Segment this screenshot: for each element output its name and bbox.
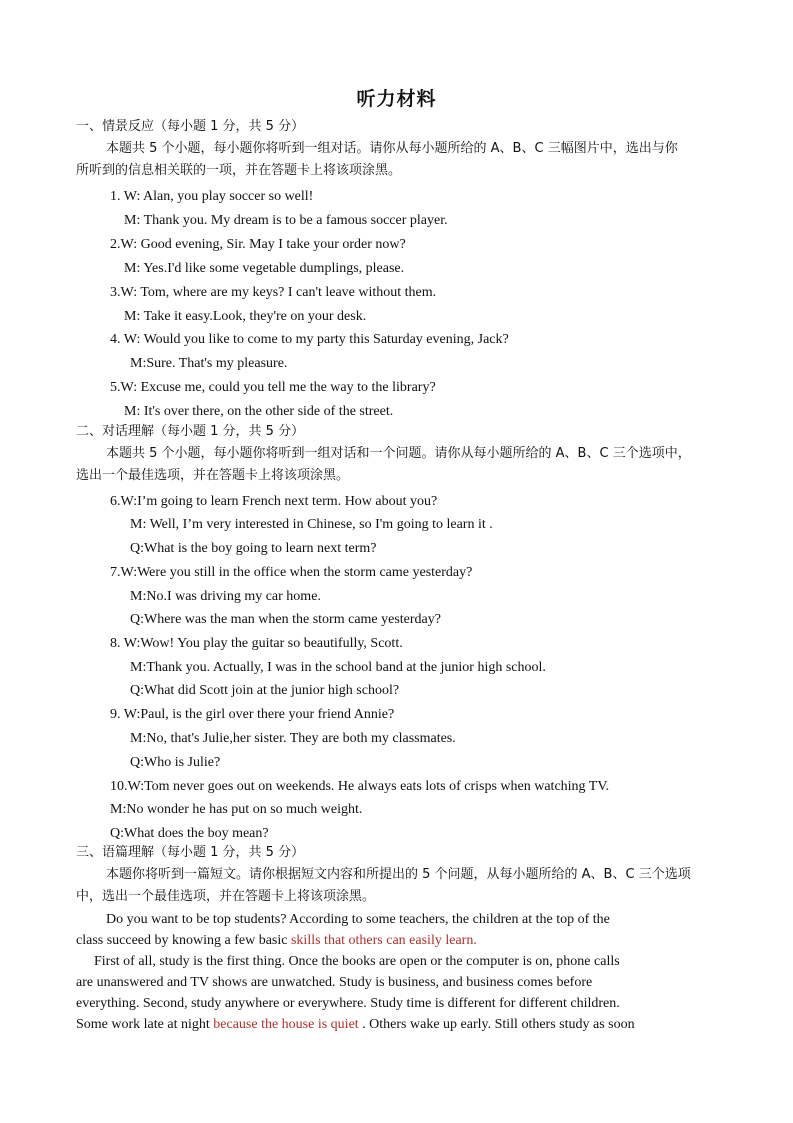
section1-instructions-cont: 所听到的信息相关联的一项，并在答题卡上将该项涂黑。 [76,163,402,178]
dialogue-line: M: Take it easy.Look, they're on your desk. [124,309,367,324]
question-line: Q:What is the boy going to learn next term? [130,541,377,556]
dialogue-line: M: Yes.I'd like some vegetable dumplings, please. [124,261,405,276]
passage-line [76,1016,635,1034]
dialogue-line: 1. W: Alan, you play soccer so well! [110,189,314,204]
dialogue-line: 9. W:Paul, is the girl over there your friend Annie? [110,707,395,722]
dialogue-line: 8. W:Wow! You play the guitar so beautifully, Scott. [110,636,403,651]
dialogue-line: 4. W: Would you like to come to my party this Saturday evening, Jack? [110,332,509,347]
dialogue-line: 10.W:Tom never goes out on weekends. He always eats lots of crisps when watching TV. [110,779,610,794]
passage-line: everything. Second, study anywhere or everywhere. Study time is different for different children. [76,996,620,1011]
section2-instructions-cont: 选出一个最佳选项，并在答题卡上将该项涂黑。 [76,468,350,483]
section2-instructions: 本题共 5 个小题，每小题你将听到一组对话和一个问题。请你从每小题所给的 A、B、C 三个选项中， [106,446,691,461]
dialogue-line: M: Well, I’m very interested in Chinese, so I'm going to learn it . [130,517,493,532]
dialogue-line: 7.W:Were you still in the office when the storm came yesterday? [110,565,473,580]
dialogue-line: M: Thank you. My dream is to be a famous soccer player. [124,213,448,228]
highlighted-text: because the house is quiet [213,1017,359,1032]
passage-line: First of all, study is the first thing. Once the books are open or the computer is on, phone calls [94,954,620,969]
dialogue-line: 2.W: Good evening, Sir. May I take your order now? [110,237,406,252]
dialogue-line: 6.W:I’m going to learn French next term. How about you? [110,494,438,509]
dialogue-line: M:Sure. That's my pleasure. [130,356,288,371]
passage-line [76,932,477,950]
dialogue-line: M: It's over there, on the other side of the street. [124,404,394,419]
passage-text: Some work late at night [76,1017,214,1032]
passage-text: class succeed by knowing a few basic [76,933,291,948]
highlighted-text: skills that others can easily learn. [290,933,477,948]
page-title: 听力材料 [356,88,437,110]
question-line: Q:Who is Julie? [130,755,221,770]
section1-instructions: 本题共 5 个小题，每小题你将听到一组对话。请你从每小题所给的 A、B、C 三幅图片中，选出与你 [106,141,678,156]
section2-heading: 二、对话理解（每小题 1 分，共 5 分） [76,424,305,439]
dialogue-line: M:Thank you. Actually, I was in the school band at the junior high school. [130,660,546,675]
dialogue-line: M:No.I was driving my car home. [130,589,321,604]
dialogue-line: 5.W: Excuse me, could you tell me the way to the library? [110,380,436,395]
dialogue-line: 3.W: Tom, where are my keys? I can't leave without them. [110,285,437,300]
question-line: Q:What did Scott join at the junior high school? [130,683,400,698]
question-line: Q:What does the boy mean? [110,826,269,841]
section3-heading: 三、语篇理解（每小题 1 分，共 5 分） [76,845,305,860]
passage-line: Do you want to be top students? According to some teachers, the children at the top of the [106,912,610,927]
section3-instructions-cont: 中，选出一个最佳选项，并在答题卡上将该项涂黑。 [76,889,376,904]
question-line: Q:Where was the man when the storm came yesterday? [130,612,441,627]
passage-line: are unanswered and TV shows are unwatched. Study is business, and business comes before [76,975,593,990]
dialogue-line: M:No, that's Julie,her sister. They are both my classmates. [130,731,456,746]
dialogue-line: M:No wonder he has put on so much weight. [110,802,363,817]
section1-heading: 一、情景反应（每小题 1 分，共 5 分） [76,119,305,134]
passage-text: . Others wake up early. Still others study as soon [358,1017,635,1032]
section3-instructions: 本题你将听到一篇短文。请你根据短文内容和所提出的 5 个问题，从每小题所给的 A、B、C 三个选项 [106,867,691,882]
